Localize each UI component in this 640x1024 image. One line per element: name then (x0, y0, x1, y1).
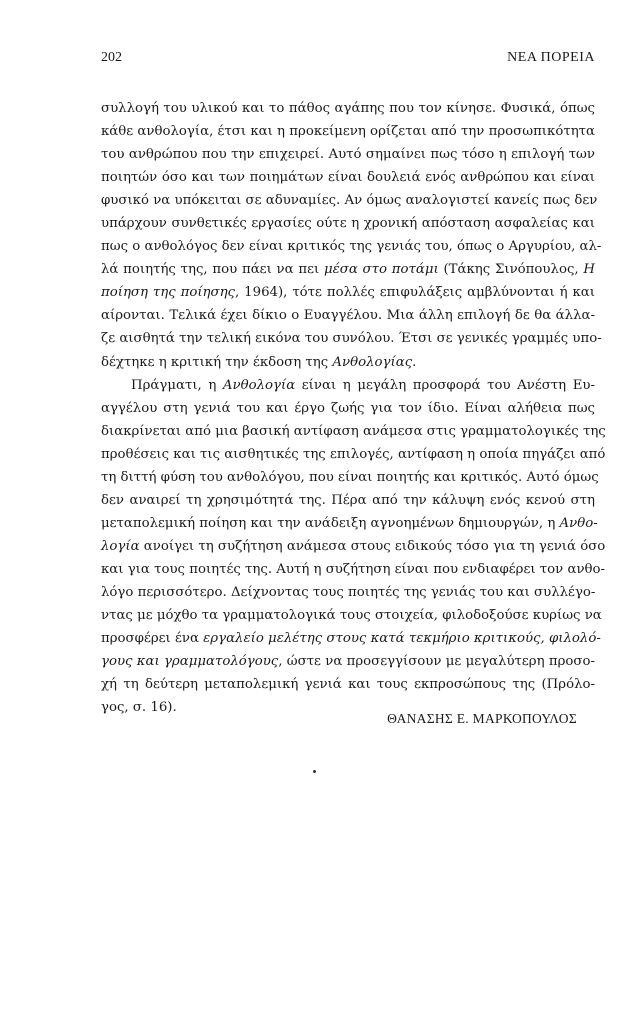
text-span: (Τάκης Σινόπουλος, (438, 262, 584, 278)
text-span: είναι η μεγάλη προσφορά του Ανέστη Ευ- (295, 377, 596, 393)
text-span: τη διττή φύση του ανθολόγου, που είναι ποιητής και κριτικός. Αυτό όμως (101, 469, 599, 485)
text-span: ποιητών όσο και των ποιημάτων είναι δουλειά ενός ανθρώπου και είναι (101, 170, 595, 186)
text-span: γος, σ. 16). (101, 700, 177, 716)
text-line (101, 466, 599, 489)
text-span: και για τους ποιητές της. Αυτή η συζήτηση είναι που ενδιαφέρει τον ανθο- (101, 561, 606, 577)
italic-phrase-span: εργαλείο μελέτης στους κατά τεκμήριο κριτικούς, φιλολό- (203, 631, 601, 647)
page-header (101, 50, 595, 70)
text-span: κάθε ανθολογία, έτσι και η προκείμενη ορίζεται από την προσωπικότητα (101, 124, 595, 140)
page-number: 202 (101, 50, 122, 65)
text-span: του ανθρώπου που την επιχειρεί. Αυτό σημαίνει πως τόσο η επιλογή των (101, 147, 595, 163)
text-line (101, 212, 595, 235)
text-line (101, 281, 595, 304)
text-line (101, 143, 595, 166)
text-span: φυσικό να υπόκειται σε αδυναμίες. Αν όμως αναλογιστεί κανείς πως δεν (101, 193, 598, 209)
ink-speck (313, 770, 316, 773)
paragraph-1 (101, 97, 602, 374)
text-span: συλλογή του υλικού και το πάθος αγάπης που τον κίνησε. Φυσικά, όπως (101, 101, 595, 116)
text-span: , ώστε να προσεγγίσουν με μεγαλύτερη προσο- (278, 654, 595, 670)
text-span: χή τη δεύτερη μεταπολεμική γενιά και τους εκπροσώπους της (Πρόλο- (101, 677, 595, 693)
text-line (101, 581, 595, 604)
text-span: πως ο ανθολόγος δεν είναι κριτικός της γενιάς του, όπως ο Αργυρίου, αλ- (101, 239, 602, 255)
text-span: Πράγματι, η (131, 377, 223, 393)
italic-phrase-span: γους και γραμματολόγους (101, 654, 279, 670)
italic-title-span: Ανθολογία (222, 377, 296, 393)
text-line (101, 604, 602, 627)
italic-title-span: Η (583, 262, 595, 278)
text-line (101, 420, 606, 443)
text-line (101, 189, 598, 212)
text-line (101, 512, 598, 535)
text-line (101, 535, 606, 558)
text-span: , 1964), τότε πολλές επιφυλάξεις αμβλύνονται ή και (235, 285, 595, 301)
text-line (101, 650, 595, 673)
author-signature: ΘΑΝΑΣΗΣ Ε. ΜΑΡΚΟΠΟΥΛΟΣ (387, 711, 577, 726)
article-body (101, 97, 606, 719)
text-line (101, 558, 606, 581)
text-span: αγγέλου στη γενιά του και έργο ζωής για τον ίδιο. Είναι αλήθεια πως (101, 400, 595, 416)
text-span: δέχτηκε η κριτική την έκδοση της (101, 354, 333, 370)
text-span: διακρίνεται από μια βασική αντίφαση ανάμεσα στις γραμματολογικές της (101, 423, 606, 439)
text-span: λά ποιητής της, που πάει να πει (101, 262, 324, 278)
text-span: υπάρχουν συνθετικές εργασίες ούτε η χρονική απόσταση ασφαλείας και (101, 216, 595, 232)
text-line (101, 489, 595, 512)
text-span: προσφέρει ένα (101, 631, 204, 647)
text-line (101, 627, 601, 650)
text-span: ανοίγει τη συζήτηση ανάμεσα στους ειδικούς τόσο για τη γενιά όσο (139, 538, 606, 554)
text-span: δεν αναιρεί τη χρησιμότητά της. Πέρα από την κάλυψη ενός κενού στη (101, 492, 595, 508)
text-line (101, 443, 606, 466)
paragraph-2 (101, 374, 606, 720)
text-span: ζε αισθητά την τελική εικόνα του συνόλου. Έτσι σε γενικές γραμμές υπο- (101, 331, 602, 347)
text-line (101, 673, 595, 696)
text-span: αίρονται. Τελικά έχει δίκιο ο Ευαγγέλου. Μια άλλη επιλογή δε θα άλλα- (101, 308, 595, 324)
text-span: προθέσεις και τις αισθητικές της επιλογές, αντίφαση η οποία πηγάζει από (101, 446, 606, 462)
text-span: λόγο περισσότερο. Δείχνοντας τους ποιητές της γενιάς του και συλλέγο- (101, 584, 596, 600)
text-span: ντας με μόχθο τα γραμματολογικά τους στοιχεία, φιλοδοξούσε κυρίως να (101, 608, 602, 624)
italic-title-span: μέσα στο ποτάμι (323, 262, 439, 278)
text-line (101, 166, 595, 189)
text-line (101, 97, 595, 120)
text-line (101, 304, 595, 327)
italic-title-span: ποίηση της ποίησης (101, 285, 235, 301)
text-line (101, 351, 595, 374)
text-line (101, 235, 602, 258)
running-head: ΝΕΑ ΠΟΡΕΙΑ (507, 50, 595, 65)
text-line (101, 374, 595, 397)
text-line (101, 258, 595, 281)
italic-title-span: Ανθολογίας (332, 354, 413, 370)
italic-title-span: λογία (101, 538, 140, 554)
text-line (101, 327, 602, 350)
text-span: μεταπολεμική ποίηση και την ανάδειξη αγνοημένων δημιουργών, η (101, 515, 560, 531)
text-line (101, 120, 595, 143)
italic-title-span: Ανθο- (559, 515, 598, 531)
text-line (101, 397, 595, 420)
text-span: . (412, 354, 417, 370)
